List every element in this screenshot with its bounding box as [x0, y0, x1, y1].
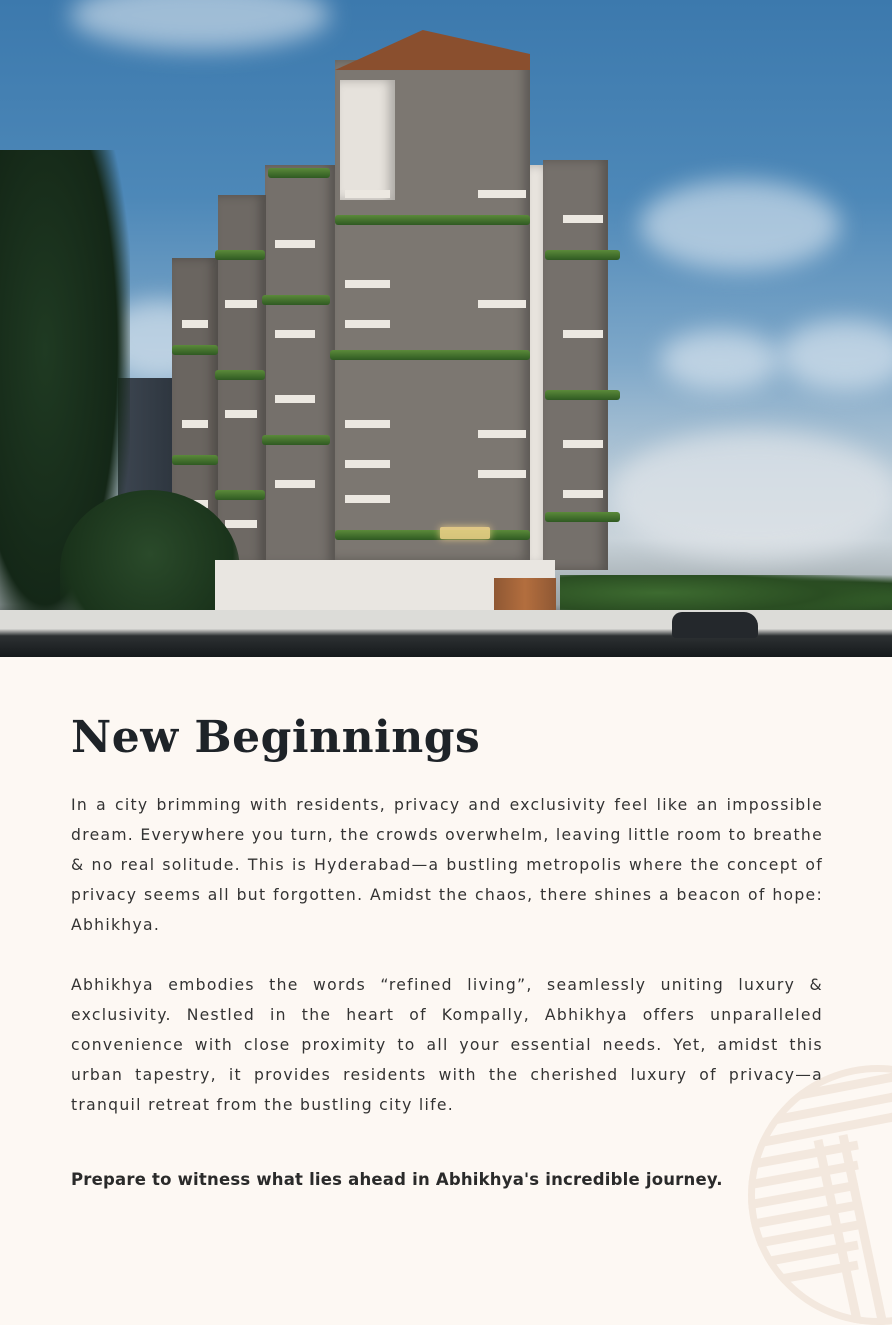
planter: [335, 530, 530, 540]
planter: [262, 295, 330, 305]
planter: [172, 455, 218, 465]
balcony: [182, 420, 208, 428]
balcony: [275, 395, 315, 403]
road: [0, 610, 892, 657]
balcony: [345, 320, 390, 328]
balcony: [225, 520, 257, 528]
planter: [172, 345, 218, 355]
planter: [215, 490, 265, 500]
cloud: [780, 320, 892, 390]
car: [672, 612, 758, 638]
tower-panel: [340, 80, 395, 200]
page-title: New Beginnings: [71, 712, 481, 763]
balcony: [345, 420, 390, 428]
balcony: [563, 215, 603, 223]
balcony: [478, 190, 526, 198]
balcony: [345, 280, 390, 288]
tower-left: [265, 165, 335, 565]
planter: [335, 215, 530, 225]
planter: [545, 512, 620, 522]
balcony: [345, 495, 390, 503]
closing-statement: Prepare to witness what lies ahead in Abhikhya's incredible journey.: [71, 1169, 723, 1189]
balcony: [345, 460, 390, 468]
planter: [545, 390, 620, 400]
balcony: [345, 190, 390, 198]
planter: [330, 350, 530, 360]
planter: [268, 168, 330, 178]
balcony: [563, 490, 603, 498]
planter: [545, 250, 620, 260]
balcony: [275, 240, 315, 248]
balcony: [182, 320, 208, 328]
building-sign: [440, 527, 490, 539]
balcony: [478, 300, 526, 308]
tower-roof: [335, 30, 530, 70]
balcony: [275, 480, 315, 488]
description-paragraph: Abhikhya embodies the words “refined living”, seamlessly uniting luxury & exclusivity. Nestled in the heart of Kompally, Abhikhya offers unparalleled convenience with close proximity to all your essential needs. Yet, amidst this urban tapestry, it provides residents with the cherished luxury of privacy—a tranquil retreat from the bustling city life.: [71, 976, 823, 1114]
intro-paragraph: In a city brimming with residents, privacy and exclusivity feel like an impossible dream. Everywhere you turn, the crowds overwhelm, leaving little room to breathe & no real solitude. This is Hyderabad—a bustling metropolis where the concept of privacy seems all but forgotten. Amidst the chaos, there shines a beacon of hope: Abhikhya.: [71, 796, 823, 934]
balcony: [478, 470, 526, 478]
cloud: [640, 180, 840, 270]
planter: [215, 370, 265, 380]
planter: [262, 435, 330, 445]
balcony: [225, 410, 257, 418]
planter: [215, 250, 265, 260]
hero-building-image: [0, 0, 892, 657]
balcony: [563, 440, 603, 448]
cloud: [610, 430, 892, 560]
cloud: [660, 330, 780, 390]
content-section: [71, 710, 823, 1189]
balcony: [478, 430, 526, 438]
cloud: [70, 0, 330, 50]
balcony: [563, 330, 603, 338]
balcony: [275, 330, 315, 338]
balcony: [225, 300, 257, 308]
